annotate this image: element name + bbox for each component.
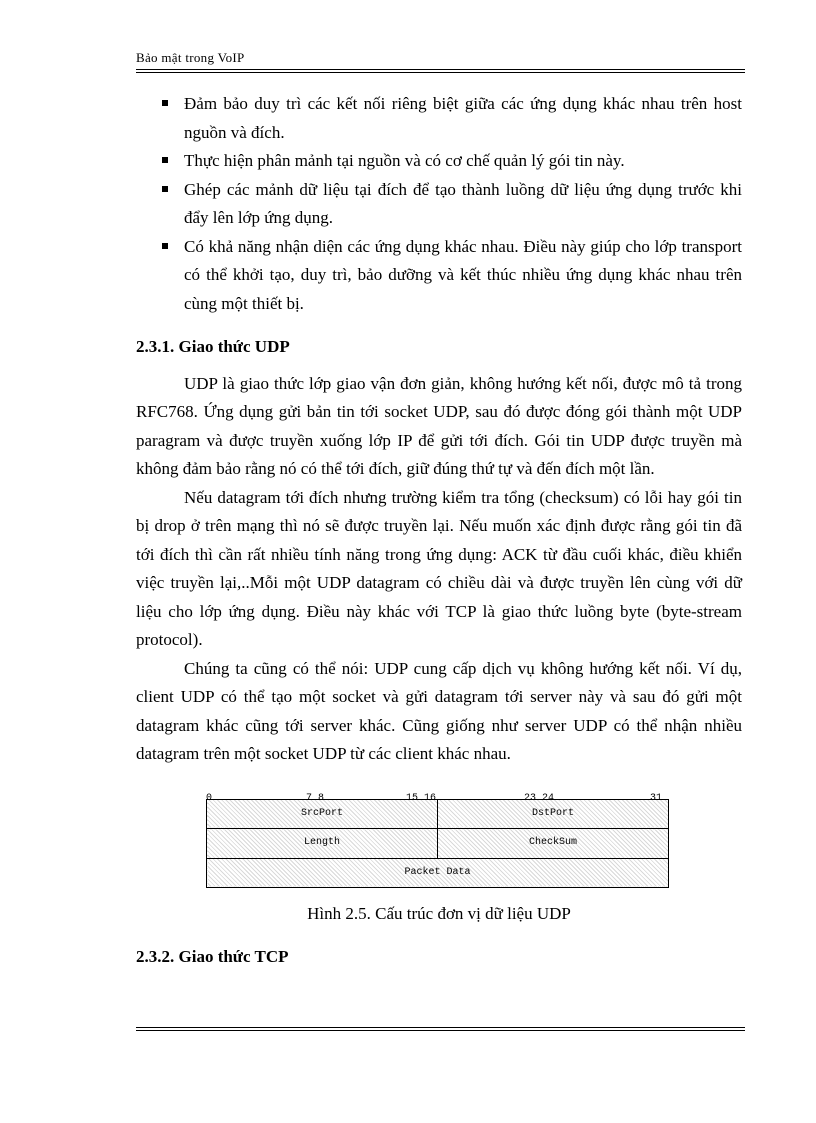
dst-port-field: DstPort — [438, 799, 669, 829]
section-heading-tcp: 2.3.2. Giao thức TCP — [136, 946, 289, 966]
square-bullet-icon — [162, 243, 168, 249]
footer-rule — [136, 1027, 745, 1031]
packet-data-field: Packet Data — [207, 858, 669, 888]
page-content — [136, 90, 742, 979]
square-bullet-icon — [162, 100, 168, 106]
square-bullet-icon — [162, 157, 168, 163]
list-item: Thực hiện phân mảnh tại nguồn và có cơ chế quản lý gói tin này. — [136, 147, 742, 176]
list-item: Có khả năng nhận diện các ứng dụng khác nhau. Điều này giúp cho lớp transport có thể khởi tạo, duy trì, bảo dưỡng và kết thúc nhiều ứng dụng khác nhau trên cùng một thiết bị. — [136, 233, 742, 319]
bit-label: 31 — [650, 792, 663, 804]
bullet-list — [136, 90, 742, 318]
paragraph: Nếu datagram tới đích nhưng trường kiểm tra tổng (checksum) có lỗi hay gói tin bị drop ở trên mạng thì nó sẽ được truyền lại. Nếu muốn xác định được rằng gói tin đã tới đích thì cần rất nhiều tính năng trong ứng dụng: ACK từ đầu cuối khác, điều khiển việc truyền lại,..Mỗi một UDP datagram có chiều dài và được truyền lên cùng với dữ liệu cho lớp ứng dụng. Điều này khác với TCP là giao thức luồng byte (byte-stream protocol). — [136, 487, 742, 649]
bit-label: 0 — [206, 792, 213, 804]
paragraph: UDP là giao thức lớp giao vận đơn giản, không hướng kết nối, được mô tả trong RFC768. Ứng dụng gửi bản tin tới socket UDP, sau đó được đóng gói thành một UDP paragram và được truyền xuống lớp IP để gửi tới đích. Gói tin UDP được truyền mà không đảm bảo rằng nó có thể tới đích, giữ đúng thứ tự và đến đích một lần. — [136, 373, 742, 478]
bit-label: 15 16 — [406, 792, 437, 804]
running-header: Bảo mật trong VoIP — [136, 50, 245, 65]
udp-figure — [136, 781, 742, 929]
bit-label: 23 24 — [524, 792, 555, 804]
figure-caption: Hình 2.5. Cấu trúc đơn vị dữ liệu UDP — [307, 904, 571, 923]
section-heading-udp: 2.3.1. Giao thức UDP — [136, 337, 290, 356]
header-rule — [136, 69, 745, 73]
udp-header-table — [206, 799, 669, 889]
length-field: Length — [207, 829, 438, 859]
paragraph: Chúng ta cũng có thể nói: UDP cung cấp dịch vụ không hướng kết nối. Ví dụ, client UDP có thể tạo một socket và gửi datagram tới server này và sau đó gửi một datagram khác cũng tới server khác. Cũng giống như server UDP có thể nhận nhiều datagram trên một socket UDP từ các client khác nhau. — [136, 658, 742, 763]
bit-label: 7 8 — [306, 792, 325, 804]
list-item: Ghép các mảnh dữ liệu tại đích để tạo thành luồng dữ liệu ứng dụng trước khi đẩy lên lớp ứng dụng. — [136, 176, 742, 233]
square-bullet-icon — [162, 186, 168, 192]
checksum-field: CheckSum — [438, 829, 669, 859]
list-item: Đảm bảo duy trì các kết nối riêng biệt giữa các ứng dụng khác nhau trên host nguồn và đích. — [136, 90, 742, 147]
src-port-field: SrcPort — [207, 799, 438, 829]
bit-scale — [206, 781, 669, 804]
